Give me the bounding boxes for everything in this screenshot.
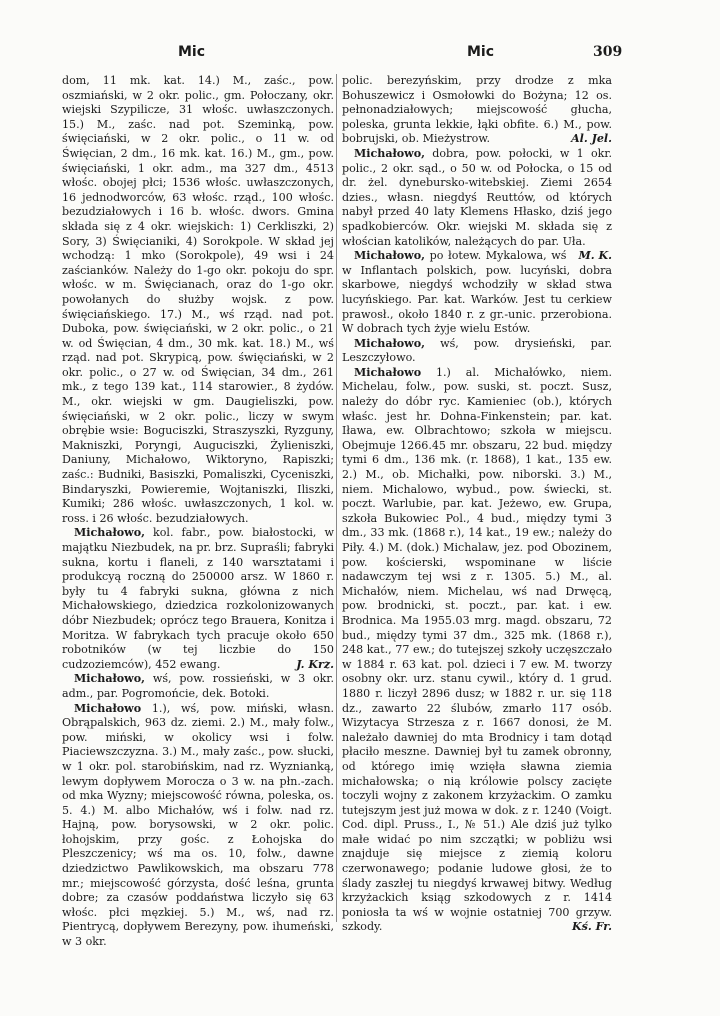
entry (342, 146, 612, 263)
entry (62, 526, 334, 672)
running-head-left: Mic (178, 44, 206, 60)
entry-text: polic. berezyńskim, przy drodze z mka Bohuszewicz i Osmołowki do Bożyna; 12 os. pełnonadziałowych; miejscowość głucha, poleska, grunta lekkie, łąki obfite. 6.) M., pow. bobrujski, ob. Mieżystrow. (342, 74, 612, 146)
entry-signature: M. K. (578, 249, 612, 263)
entry-headword: Michałowo, (74, 672, 145, 686)
right-column (342, 74, 612, 935)
entry (62, 672, 334, 701)
entry-text: wś, pow. drysieński, par. Leszczyłowo. (342, 336, 612, 365)
entry-text: po łotew. Mykalowa, wś w Inflantach polskich, pow. lucyński, dobra skarbowe, niegdyś wchodziły w skład stwa lucyńskiego. Par. kat. Warków. Jest tu cerkiew prawosł., około 1840 r. z gr.-unic. przerobiona. W dobrach tych żyje wielu Estów. (342, 249, 612, 336)
entry-headword: Michałowo, (354, 146, 425, 160)
page-number: 309 (593, 44, 623, 60)
entry-text: 1.) al. Michałówko, niem. Michelau, folw., pow. suski, st. poczt. Susz, należy do dóbr ryc. Kamieniec (ob.), których właśc. jest hr. Dohna-Finkenstein; par. kat. Iława, ew. Olbrachtowo; szkoła w miejscu. Obejmuje 1266.45 mr. obszaru, 22 bud. między tymi 6 dm., 136 mk. (r. 1868), 1 kat., 135 ew. 2.) M., ob. Michałki, pow. niborski. 3.) M., niem. Michalowo, wybud., pow. świecki, st. poczt. Warlubie, par. kat. Jeżewo, ew. Grupa, szkoła Bukowiec Pol., 4 bud., między tymi 3 dm., 33 mk. (1868 r.), 14 kat., 19 ew.; należy do Piły. 4.) M. (dok.) Michalaw, jez. pod Obozinem, pow. kościerski, wspominane w liście nadawczym tej wsi z r. 1305. 5.) M., al. Michałów, niem. Michelau, wś nad Drwęcą, pow. brodnicki, st. poczt., par. kat. i ew. Brodnica. Ma 1955.03 mrg. magd. obszaru, 72 bud., między tymi 37 dm., 325 mk. (1868 r.), 248 kat., 77 ew.; do tutejszej szkoły uczęszczało w 1884 r. 63 kat. pol. dzieci i 7 ew. M. tworzy osobny okr. urz. stanu cywil., który d. 1 grud. 1880 r. liczył 2896 dusz; w 1882 r. ur. się 118 dz., zawarto 22 ślubów, zmarło 117 osób. Wizytacya Strzesza z r. 1667 donosi, że M. należało dawniej do mta Brodnicy i tam dotąd płaciło meszne. Dawniej był tu zamek obronny, od którego imię wzięła sławna ziemia michałowska; o nią królowie polscy zacięte toczyli wojny z zakonem krzyżackim. O zamku tutejszym jest już mowa w dok. z r. 1240 (Voigt. Cod. dipl. Pruss., I., № 51.) Ale dziś już tylko małe widać po nim szczątki; w pobliżu wsi znajduje się miejsce z ziemią koloru czerwonawego; podanie ludowe głosi, że to ślady zaszłej tu niegdyś krwawej bitwy. Według krzyżackich ksiąg szkodowych z r. 1414 poniosła ta wś w wojnie ostatniej 700 grzyw. szkody. (342, 365, 612, 934)
entry-signature: Al. Jel. (571, 132, 612, 146)
entry-signature: J. Krz. (296, 657, 334, 671)
entry-continuation: dom, 11 mk. kat. 14.) M., zaśc., pow. oszmiański, w 2 okr. polic., gm. Połoczany, okr. wiejski Szypilicze, 31 włośc. uwłaszczonych. 15.) M., zaśc. nad pot. Szeminką, pow. święciański, w 2 okr. polic., o 11 w. od Święcian, 2 dm., 16 mk. kat. 16.) M., gm., pow. święciański, 1 okr. adm., ma 327 dm., 4513 włośc. obojej płci; 1536 włośc. uwłaszczonych, 16 jednodworców, 63 włośc. rząd., 100 włośc. bezudziałowych i 16 b. włośc. dwors. Gmina składa się z 4 okr. wiejskich: 1) Cerkliszki, 2) Sory, 3) Święcianiki, 4) Sorokpole. W skład jej wchodzą: 1 mko (Sorokpole), 49 wsi i 24 zaścianków. Należy do 1-go okr. pokoju do spr. włośc. w m. Święcianach, oraz do 1-go okr. powołanych do służby wojsk. z pow. święciańskiego. 17.) M., wś rząd. nad pot. Duboka, pow. święciański, w 2 okr. polic., o 21 w. od Święcian, 4 dm., 30 mk. kat. 18.) M., wś rząd. nad pot. Skrypicą, pow. święciański, w 2 okr. polic., o 27 w. od Święcian, 34 dm., 261 mk., z tego 139 kat., 114 starowier., 8 żydów. M., okr. wiejski w gm. Daugieliszki, pow. święciański, w 2 okr. polic., liczy w swym obrębie wsie: Boguciszki, Straszyszki, Ryzguny, Makniszki, Poryngi, Auguciszki, Żylieniszki, Daniuny, Michałowo, Wiktoryno, Rapiszki; zaśc.: Budniki, Basiszki, Pomaliszki, Cyceniszki, Bindaryszki, Powieremie, Wojtaniszki, Iliszki, Kumiki; 286 włośc. uwłaszczonych, 1 kol. w. ross. i 26 włośc. bezudziałowych. (62, 74, 334, 525)
entry-headword: Michałowo (354, 365, 422, 379)
running-head-center: Mic (467, 44, 495, 60)
entry-text: wś, pow. rossieński, w 3 okr. adm., par. Pogromońcie, dek. Botoki. (62, 672, 334, 700)
entry (342, 337, 612, 366)
entry-text: 1.), wś, pow. miński, własn. Obrąpalskich, 963 dz. ziemi. 2.) M., mały folw., pow. miński, w okolicy wsi i folw. Piaciewszczyzna. 3.) M., mały zaśc., pow. słucki, w 1 okr. pol. starobińskim, nad rz. Wyznianką, lewym dopływem Morocza o 3 w. na płn.-zach. od mka Wyzny; miejscowość równa, poleska, os. 5. 4.) M. albo Michałów, wś i folw. nad rz. Hajną, pow. borysowski, w 2 okr. polic. łohojskim, przy gośc. z Łohojska do Pleszczenicy; wś ma os. 10, folw., dawne dziedzictwo Pawlikowskich, ma obszaru 778 mr.; miejscowość górzysta, dość leśna, grunta dobre; za czasów poddaństwa liczyło się 63 włośc. płci męzkiej. 5.) M., wś, nad rz. Pientrycą, dopływem Berezyny, pow. ihumeński, w 3 okr. (62, 701, 334, 949)
entry-headword: Michałowo, (74, 526, 145, 540)
entry-text: kol. fabr., pow. białostocki, w majątku Niezbudek, na pr. brz. Supraśli; fabryki sukna, kortu i flaneli, z 140 warsztatami i produkcyą roczną do 250000 arsz. W 1860 r. były tu 4 fabryki sukna, główna z nich Michałowskiego, dziedzica rozkolonizowanych dóbr Niezbudek; oprócz tego Brauera, Konitza i Moritza. W fabrykach tych pracuje około 650 robotników (w tej liczbie do 150 cudzoziemców), 452 ewang. (62, 526, 334, 671)
entry-headword: Michałowo, (354, 249, 425, 263)
entry (342, 366, 612, 935)
entry-headword: Michałowo (74, 701, 142, 715)
entry-headword: Michałowo, (354, 336, 425, 350)
entry-continuation (342, 74, 612, 147)
entry (62, 702, 334, 950)
left-column (62, 74, 334, 950)
entry-signature: Kś. Fr. (572, 920, 612, 934)
column-divider (336, 74, 337, 922)
entry-text: dobra, pow. połocki, w 1 okr. polic., 2 okr. sąd., o 50 w. od Połocka, o 15 od dr. żel. dynebursko-witebskiej. Ziemi 2654 dzies., własn. niegdyś Reuttów, od których nabył przed 40 laty Klemens Hłasko, dziś jego spadkobierców. Okr. wiejski M. składa się z włościan katolików, należących do par. Uła. (342, 146, 612, 248)
